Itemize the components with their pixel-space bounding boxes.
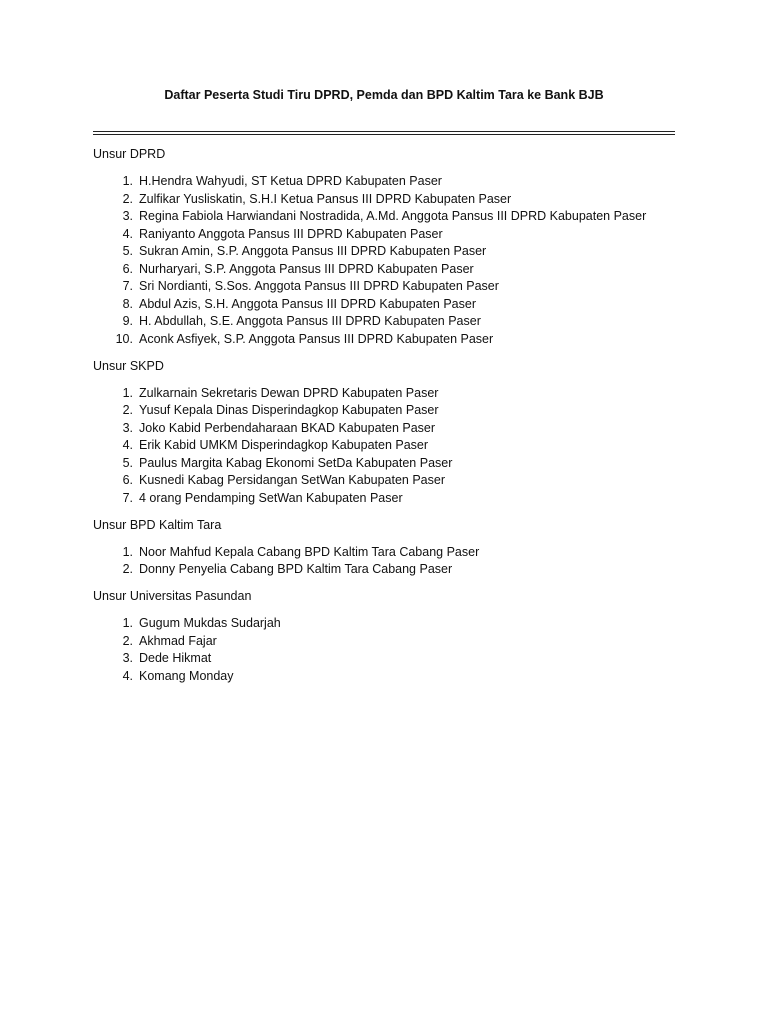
list-number: 3.: [122, 420, 133, 435]
list-number: 5.: [122, 244, 133, 258]
list-number: 4.: [122, 668, 133, 683]
list-number: 7.: [122, 490, 133, 505]
list-text: Yusuf Kepala Dinas Disperindagkop Kabupaten Paser: [139, 403, 439, 417]
list-text: 4 orang Pendamping SetWan Kabupaten Paser: [139, 490, 403, 505]
list-item: [93, 668, 683, 686]
list-item: [93, 650, 683, 668]
list-text: Komang Monday: [139, 668, 234, 683]
list-item: [93, 243, 683, 261]
list-number: 6.: [122, 473, 133, 487]
list-skpd: [93, 385, 683, 508]
list-text: Paulus Margita Kabag Ekonomi SetDa Kabupaten Paser: [139, 455, 453, 470]
list-number: 3.: [122, 209, 133, 223]
list-item: [93, 633, 683, 651]
list-number: 2.: [122, 633, 133, 648]
list-item: [93, 278, 683, 296]
list-number: 1.: [122, 544, 133, 559]
list-item: [93, 561, 683, 579]
list-item: [93, 615, 683, 633]
list-number: 7.: [122, 279, 133, 293]
list-number: 2.: [122, 403, 133, 417]
list-text: Sri Nordianti, S.Sos. Anggota Pansus III DPRD Kabupaten Paser: [139, 279, 499, 293]
list-item: [93, 296, 683, 314]
section-heading-dprd: Unsur DPRD: [93, 147, 166, 161]
document-body: [93, 146, 683, 695]
list-number: 1.: [122, 385, 133, 400]
document-title: Daftar Peserta Studi Tiru DPRD, Pemda dan BPD Kaltim Tara ke Bank BJB: [164, 88, 604, 102]
list-text: Regina Fabiola Harwiandani Nostradida, A.Md. Anggota Pansus III DPRD Kabupaten Paser: [139, 209, 647, 223]
list-text: Zulfikar Yusliskatin, S.H.I Ketua Pansus III DPRD Kabupaten Paser: [139, 191, 512, 206]
list-item: [93, 173, 683, 191]
list-text: Akhmad Fajar: [139, 633, 217, 648]
list-item: [93, 437, 683, 455]
list-item: [93, 472, 683, 490]
list-number: 1.: [122, 174, 133, 188]
list-text: Noor Mahfud Kepala Cabang BPD Kaltim Tara Cabang Paser: [139, 544, 480, 559]
list-bpd: [93, 544, 683, 579]
list-item: [93, 455, 683, 473]
list-dprd: [93, 173, 683, 348]
list-text: Zulkarnain Sekretaris Dewan DPRD Kabupaten Paser: [139, 385, 439, 400]
list-text: Joko Kabid Perbendaharaan BKAD Kabupaten Paser: [139, 420, 436, 435]
list-item: [93, 191, 683, 209]
list-number: 5.: [122, 455, 133, 470]
list-text: Aconk Asfiyek, S.P. Anggota Pansus III DPRD Kabupaten Paser: [139, 331, 494, 346]
list-text: Dede Hikmat: [139, 651, 212, 665]
list-item: [93, 226, 683, 244]
list-universitas: [93, 615, 683, 685]
list-number: 1.: [122, 616, 133, 630]
list-item: [93, 420, 683, 438]
list-number: 10.: [115, 331, 133, 346]
section-heading-skpd: Unsur SKPD: [93, 358, 164, 373]
list-item: [93, 544, 683, 562]
list-item: [93, 208, 683, 226]
list-item: [93, 313, 683, 331]
list-text: Donny Penyelia Cabang BPD Kaltim Tara Cabang Paser: [139, 562, 453, 576]
list-text: Nurharyari, S.P. Anggota Pansus III DPRD Kabupaten Paser: [139, 261, 474, 276]
list-number: 4.: [122, 226, 133, 241]
list-number: 2.: [122, 191, 133, 206]
list-number: 8.: [122, 296, 133, 311]
list-text: Abdul Azis, S.H. Anggota Pansus III DPRD Kabupaten Paser: [139, 296, 476, 311]
list-text: H. Abdullah, S.E. Anggota Pansus III DPRD Kabupaten Paser: [139, 314, 481, 328]
list-item: [93, 331, 683, 349]
list-number: 3.: [122, 651, 133, 665]
list-item: [93, 490, 683, 508]
list-text: Erik Kabid UMKM Disperindagkop Kabupaten Paser: [139, 438, 429, 452]
list-number: 6.: [122, 261, 133, 276]
section-heading-universitas: Unsur Universitas Pasundan: [93, 589, 252, 603]
list-number: 2.: [122, 562, 133, 576]
list-text: Raniyanto Anggota Pansus III DPRD Kabupaten Paser: [139, 226, 443, 241]
list-text: Gugum Mukdas Sudarjah: [139, 616, 281, 630]
list-item: [93, 385, 683, 403]
list-text: H.Hendra Wahyudi, ST Ketua DPRD Kabupaten Paser: [139, 174, 442, 188]
list-text: Sukran Amin, S.P. Anggota Pansus III DPRD Kabupaten Paser: [139, 244, 487, 258]
list-number: 4.: [122, 438, 133, 452]
list-item: [93, 261, 683, 279]
list-text: Kusnedi Kabag Persidangan SetWan Kabupaten Paser: [139, 473, 445, 487]
list-number: 9.: [122, 314, 133, 328]
list-item: [93, 402, 683, 420]
title-divider: [93, 131, 675, 135]
section-heading-bpd: Unsur BPD Kaltim Tara: [93, 517, 222, 532]
